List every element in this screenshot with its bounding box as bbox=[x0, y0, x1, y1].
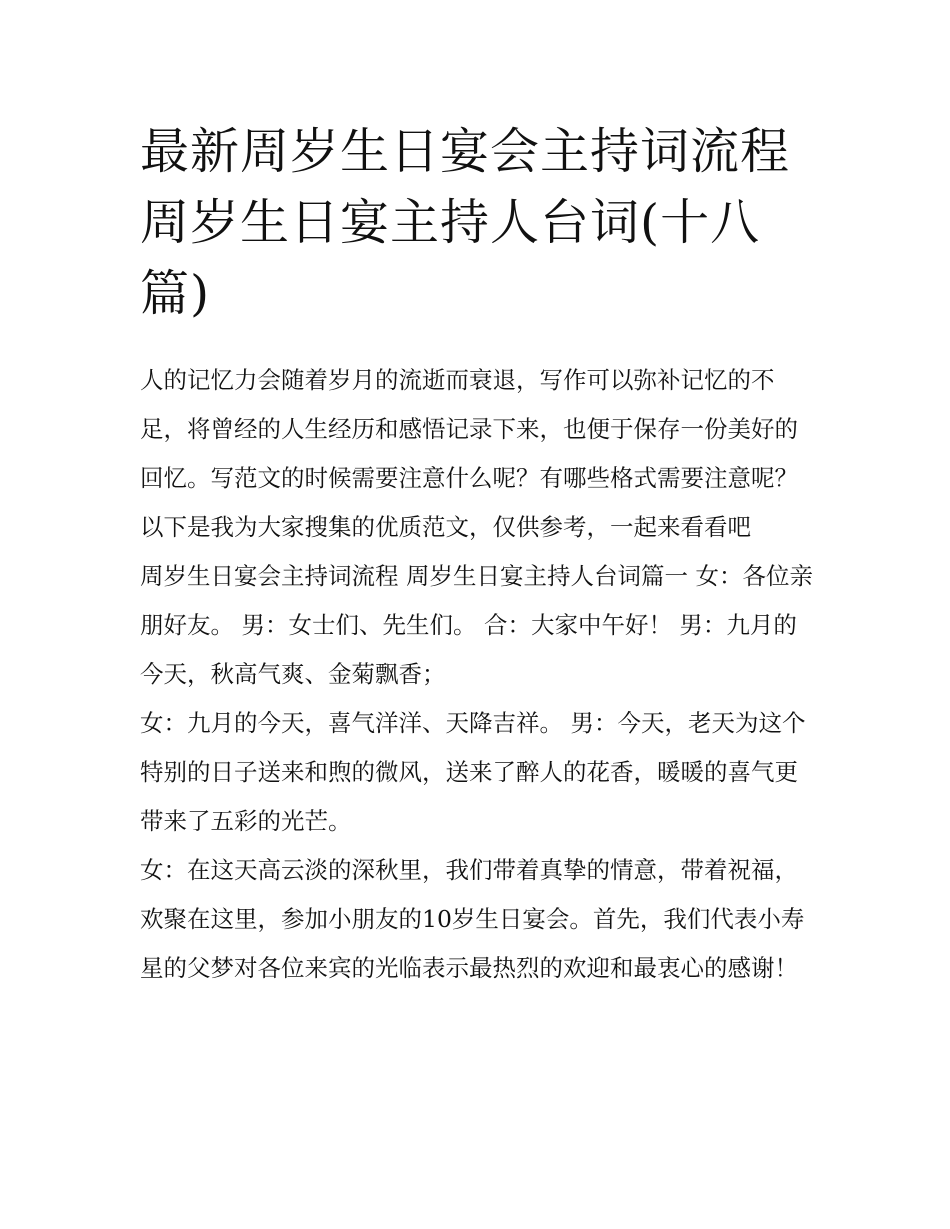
paragraph-1: 周岁生日宴会主持词流程 周岁生日宴主持人台词篇一 女：各位亲朋好友。 男：女士们、先生们。 合：大家中午好！ 男：九月的今天，秋高气爽、金菊飘香； bbox=[140, 562, 813, 688]
paragraph-3: 女：在这天高云淡的深秋里，我们带着真挚的情意，带着祝福，欢聚在这里，参加小朋友的10岁生日宴会。首先，我们代表小寿星的父梦对各位来宾的光临表示最热烈的欢迎和最衷心的感谢！ bbox=[140, 856, 805, 982]
document-title: 最新周岁生日宴会主持词流程 周岁生日宴主持人台词(十八篇) bbox=[140, 123, 791, 322]
document-body bbox=[140, 356, 820, 993]
paragraph-2: 女：九月的今天，喜气洋洋、天降吉祥。 男：今天，老天为这个特别的日子送来和煦的微风，送来了醉人的花香，暖暖的喜气更带来了五彩的光芒。 bbox=[140, 709, 806, 835]
paragraph-intro: 人的记忆力会随着岁月的流逝而衰退，写作可以弥补记忆的不足，将曾经的人生经历和感悟记录下来，也便于保存一份美好的回忆。写范文的时候需要注意什么呢？有哪些格式需要注意呢？以下是我为大家搜集的优质范文，仅供参考，一起来看看吧 bbox=[140, 366, 798, 541]
